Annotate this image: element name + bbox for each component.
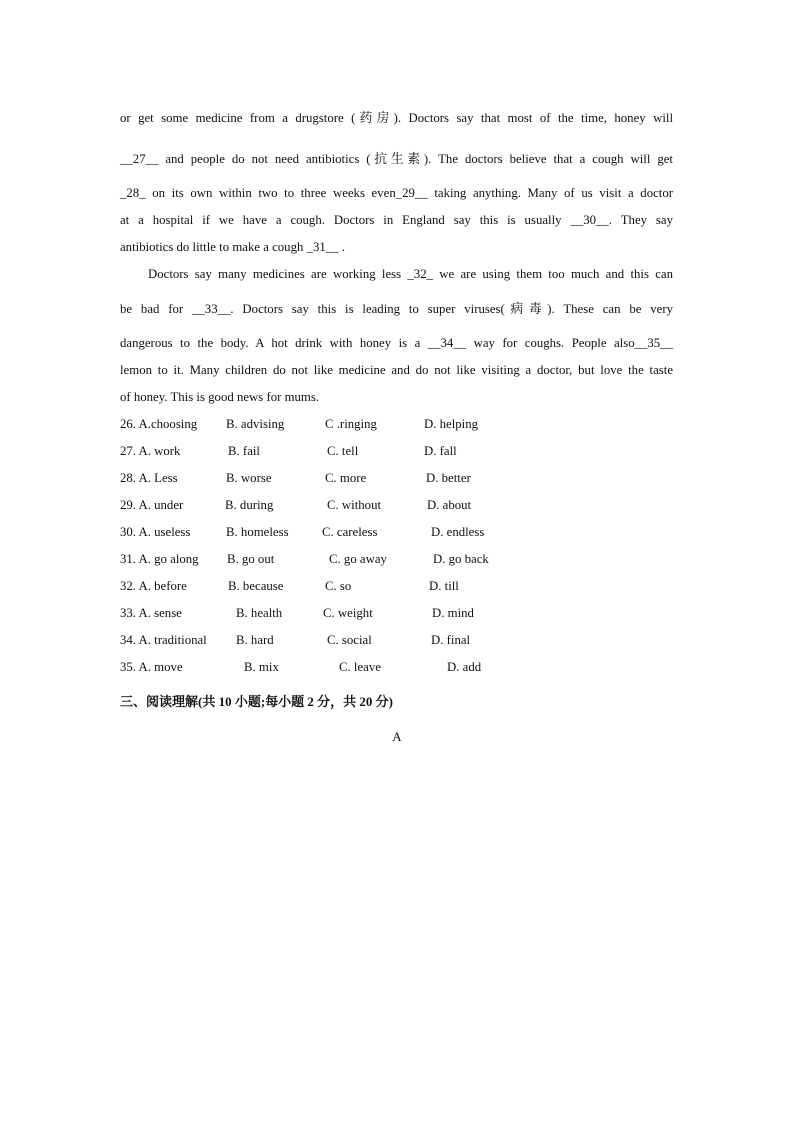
option-a	[120, 497, 183, 513]
question-number: 34.	[120, 633, 136, 647]
option-c: C. leave	[339, 660, 381, 674]
passage-line-10: of honey. This is good news for mums.	[120, 390, 320, 404]
option-c: C. careless	[322, 525, 378, 539]
passage-line-6: Doctors say many medicines are working less _32_ we are using them too much and this can	[148, 267, 673, 281]
option-c: C .ringing	[325, 417, 377, 431]
question-28	[0, 470, 794, 486]
question-29	[0, 497, 794, 513]
option-b: B. during	[225, 498, 274, 512]
option-d: D. fall	[424, 444, 457, 458]
option-d: D. better	[426, 471, 471, 485]
option-a-text: A. sense	[138, 606, 182, 620]
option-a	[120, 659, 183, 675]
option-d: D. till	[429, 579, 459, 593]
option-a-text: A. go along	[138, 552, 199, 566]
section-heading: 三、阅读理解(共 10 小题;每小题 2 分，共 20 分)	[120, 694, 393, 709]
question-30	[0, 524, 794, 540]
option-a	[120, 443, 180, 459]
option-a-text: A. under	[138, 498, 184, 512]
question-number: 32.	[120, 579, 136, 593]
question-number: 29.	[120, 498, 136, 512]
option-a	[120, 551, 199, 567]
option-b: B. health	[236, 606, 283, 620]
passage-line-9: lemon to it. Many children do not like medicine and do not like visiting a doctor, but love the taste	[120, 363, 673, 377]
option-d: D. mind	[432, 606, 474, 620]
passage-label: A	[392, 729, 402, 744]
question-number: 28.	[120, 471, 136, 485]
option-a-text: A. Less	[138, 471, 178, 485]
passage-line-4: at a hospital if we have a cough. Doctors in England say this is usually __30__. They say	[120, 213, 673, 227]
option-c: C. without	[327, 498, 382, 512]
option-b: B. because	[228, 579, 284, 593]
option-b: B. go out	[227, 552, 275, 566]
option-b: B. homeless	[226, 525, 289, 539]
option-a	[120, 416, 197, 432]
option-a	[120, 605, 182, 621]
question-number: 26.	[120, 417, 136, 431]
question-27	[0, 443, 794, 459]
passage-line-7: be bad for __33__. Doctors say this is leading to super viruses(病毒). These can be very	[120, 302, 673, 316]
option-c: C. more	[325, 471, 367, 485]
option-a-text: A. traditional	[138, 633, 207, 647]
option-a-text: A.choosing	[138, 417, 198, 431]
passage-line-8: dangerous to the body. A hot drink with honey is a __34__ way for coughs. People also__35__	[120, 336, 673, 350]
option-d: D. about	[427, 498, 472, 512]
passage-line-5: antibiotics do little to make a cough _31__ .	[120, 240, 345, 254]
option-c: C. tell	[327, 444, 359, 458]
option-d: D. final	[431, 633, 471, 647]
option-c: C. so	[325, 579, 352, 593]
option-b: B. advising	[226, 417, 285, 431]
question-number: 31.	[120, 552, 136, 566]
option-a	[120, 578, 187, 594]
question-32	[0, 578, 794, 594]
question-33	[0, 605, 794, 621]
option-a	[120, 470, 178, 486]
option-b: B. fail	[228, 444, 260, 458]
option-d: D. helping	[424, 417, 479, 431]
question-number: 33.	[120, 606, 136, 620]
passage-line-1: or get some medicine from a drugstore (药房). Doctors say that most of the time, honey will	[120, 111, 673, 125]
option-c: C. weight	[323, 606, 373, 620]
passage-line-3: _28_ on its own within two to three weeks even_29__ taking anything. Many of us visit a doctor	[120, 186, 673, 200]
option-b: B. hard	[236, 633, 274, 647]
option-a-text: A. work	[138, 444, 181, 458]
option-a-text: A. useless	[138, 525, 191, 539]
option-a	[120, 632, 207, 648]
option-c: C. go away	[329, 552, 387, 566]
question-34	[0, 632, 794, 648]
question-35	[0, 659, 794, 675]
option-d: D. go back	[433, 552, 489, 566]
option-b: B. worse	[226, 471, 272, 485]
question-26	[0, 416, 794, 432]
option-c: C. social	[327, 633, 372, 647]
option-d: D. endless	[431, 525, 485, 539]
option-d: D. add	[447, 660, 482, 674]
question-number: 30.	[120, 525, 136, 539]
question-number: 27.	[120, 444, 136, 458]
question-31	[0, 551, 794, 567]
option-b: B. mix	[244, 660, 279, 674]
option-a	[120, 524, 190, 540]
option-a-text: A. before	[138, 579, 187, 593]
option-a-text: A. move	[138, 660, 183, 674]
passage-line-2: __27__ and people do not need antibiotics (抗生素). The doctors believe that a cough will get	[120, 152, 673, 166]
question-number: 35.	[120, 660, 136, 674]
